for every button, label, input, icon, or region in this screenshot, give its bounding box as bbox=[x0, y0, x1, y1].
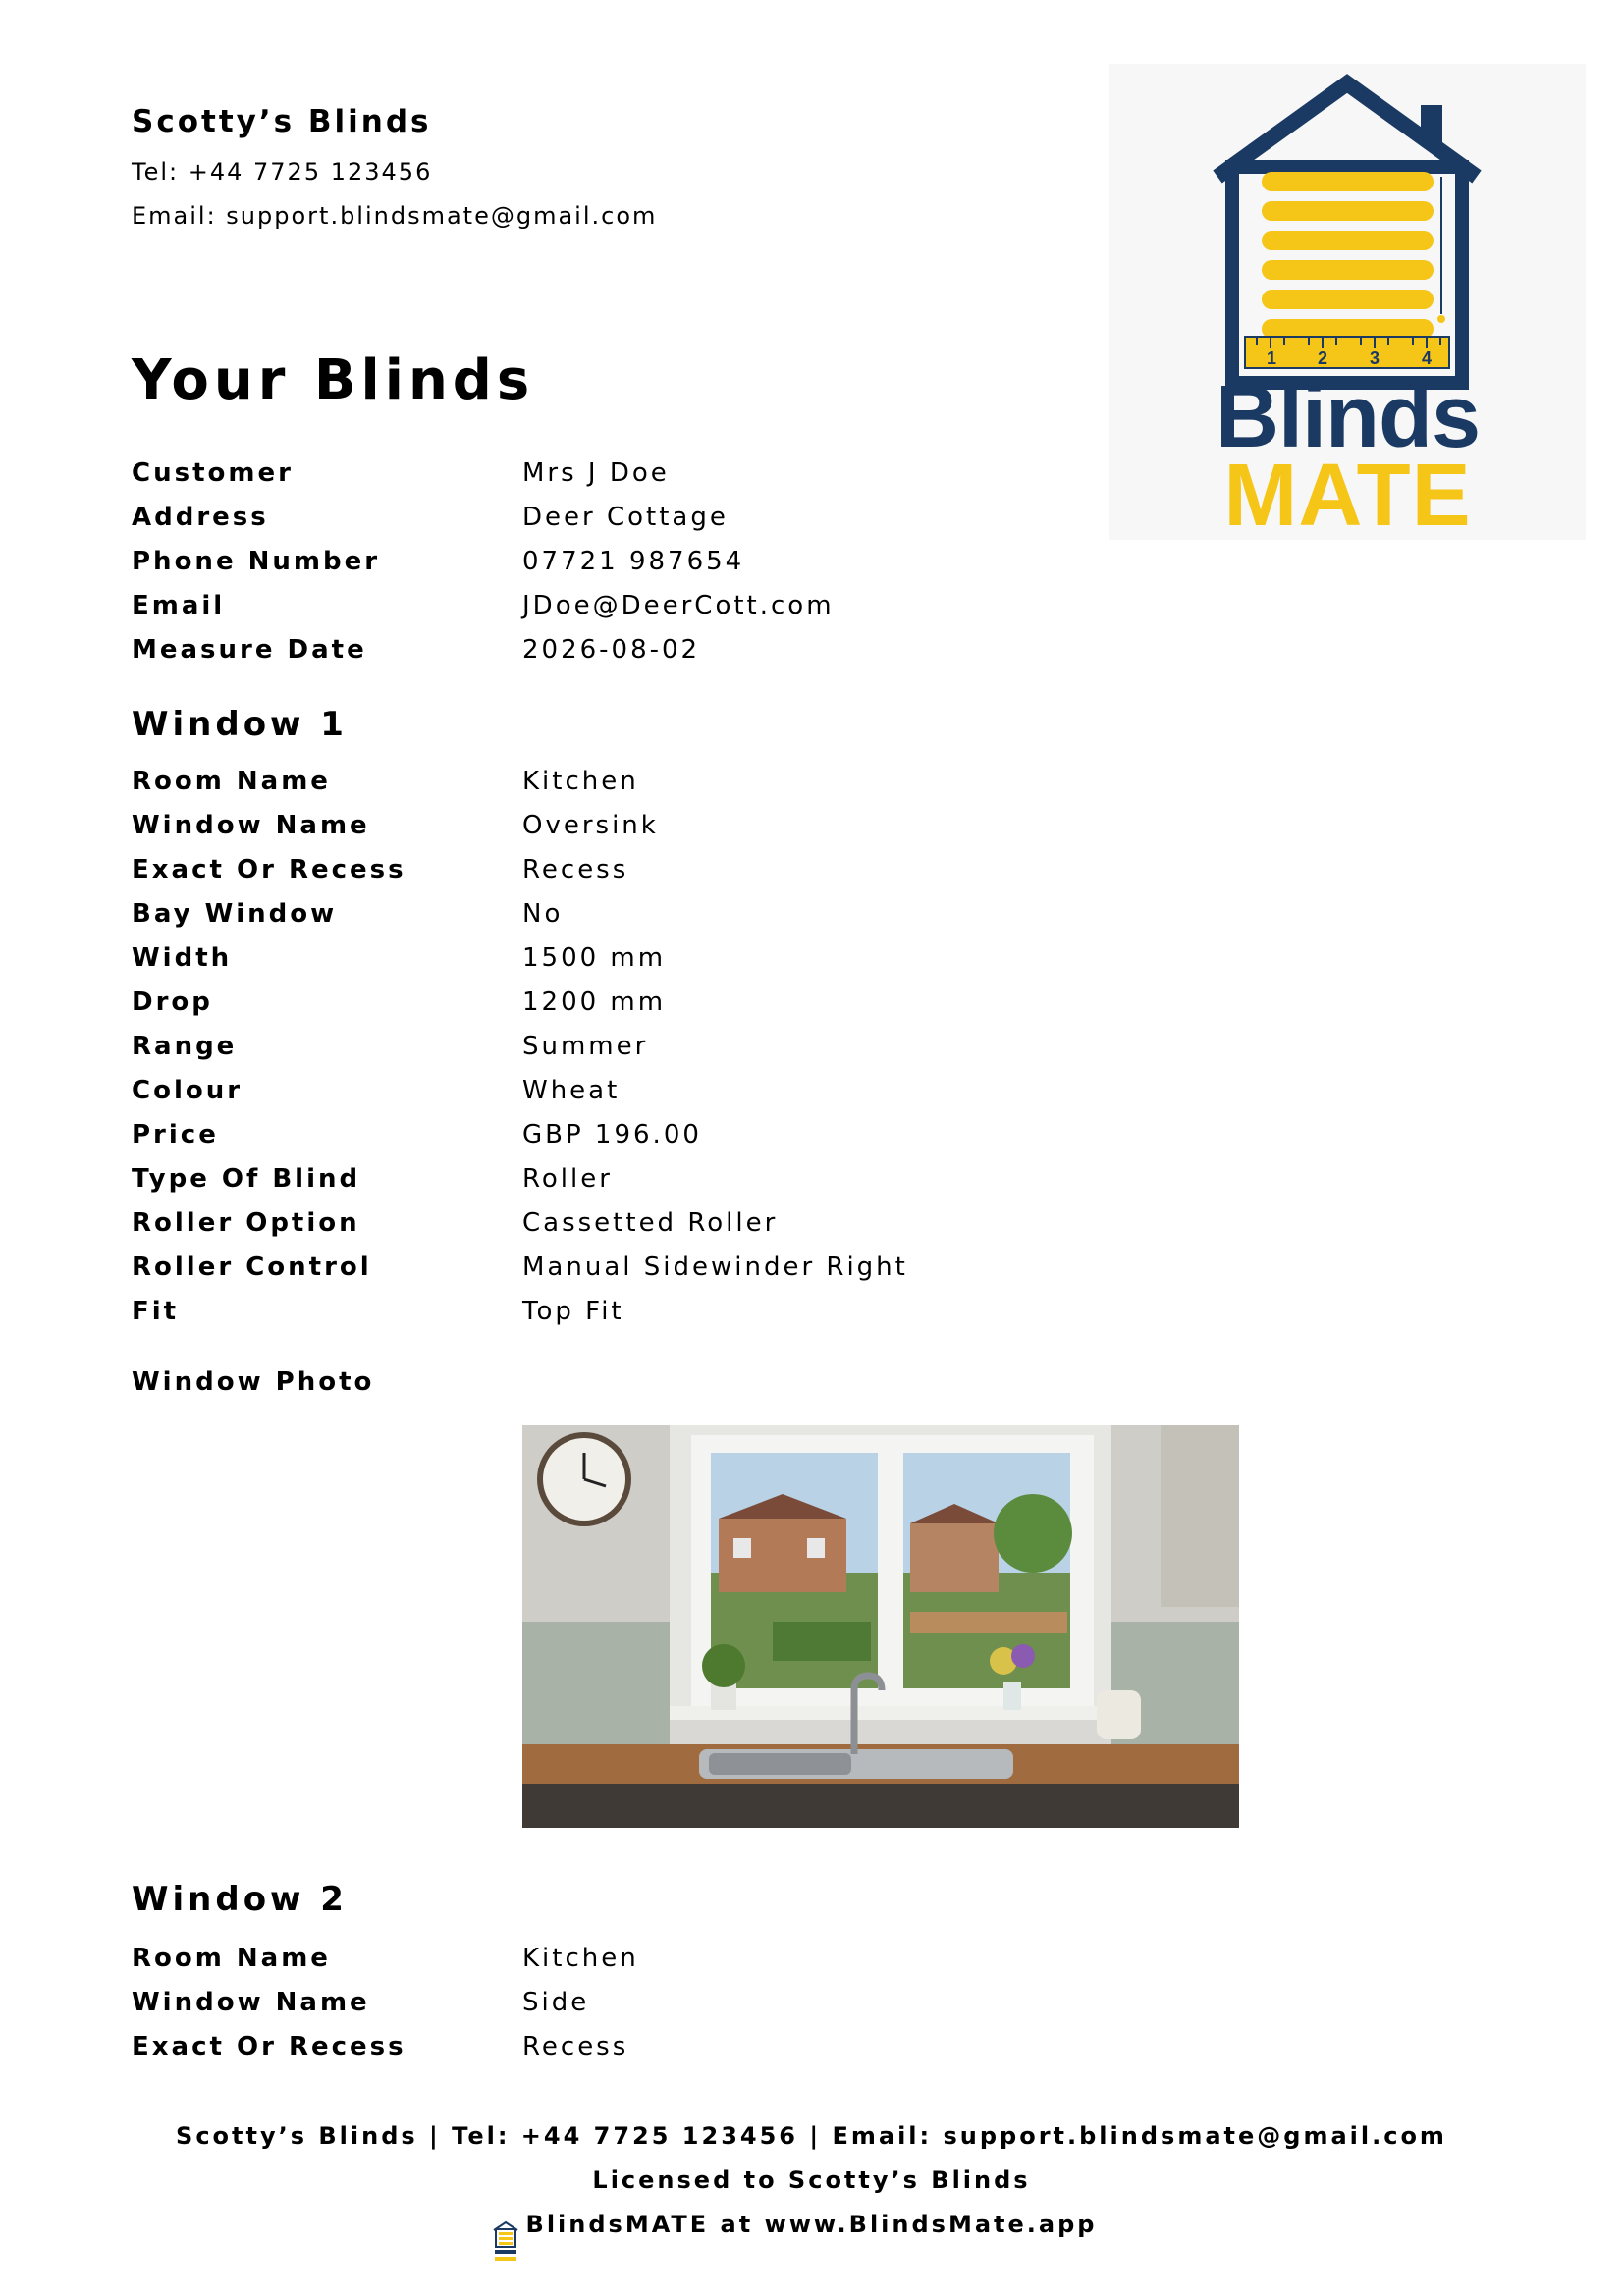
detail-label: Customer bbox=[132, 458, 294, 488]
detail-label: Type Of Blind bbox=[132, 1164, 361, 1194]
detail-value: Oversink bbox=[522, 811, 659, 840]
detail-value: Kitchen bbox=[522, 767, 639, 796]
footer-app-line: BlindsMATE at www.BlindsMate.app bbox=[525, 2211, 1098, 2238]
detail-row bbox=[132, 1944, 1408, 1983]
ruler-number: 3 bbox=[1369, 348, 1380, 368]
detail-value: 1500 mm bbox=[522, 943, 667, 973]
detail-label: Roller Option bbox=[132, 1208, 360, 1238]
detail-label: Roller Control bbox=[132, 1253, 372, 1282]
detail-value: Kitchen bbox=[522, 1944, 639, 1973]
detail-value: 2026-08-02 bbox=[522, 635, 701, 665]
detail-label: Price bbox=[132, 1120, 219, 1149]
detail-row bbox=[132, 767, 1408, 806]
detail-label: Bay Window bbox=[132, 899, 338, 929]
blindsmate-small-logo-icon bbox=[491, 2220, 520, 2264]
detail-row bbox=[132, 547, 1408, 586]
detail-value: Deer Cottage bbox=[522, 503, 729, 532]
detail-label: Email bbox=[132, 591, 226, 620]
detail-row bbox=[132, 503, 1408, 542]
detail-label: Range bbox=[132, 1032, 238, 1061]
detail-label: Exact Or Recess bbox=[132, 855, 406, 884]
detail-label: Exact Or Recess bbox=[132, 2032, 406, 2061]
footer-contact-line: Scotty’s Blinds | Tel: +44 7725 123456 | Email: support.blindsmate@gmail.com bbox=[176, 2122, 1447, 2150]
detail-value: 07721 987654 bbox=[522, 547, 745, 576]
detail-value: Roller bbox=[522, 1164, 613, 1194]
detail-label: Width bbox=[132, 943, 233, 973]
document-title: Your Blinds bbox=[132, 348, 535, 412]
footer-license-line: Licensed to Scotty’s Blinds bbox=[592, 2166, 1031, 2194]
detail-row bbox=[132, 2032, 1408, 2071]
detail-label: Fit bbox=[132, 1297, 180, 1326]
detail-row bbox=[132, 1164, 1408, 1203]
detail-label: Drop bbox=[132, 988, 213, 1017]
detail-row bbox=[132, 1120, 1408, 1159]
detail-value: 1200 mm bbox=[522, 988, 667, 1017]
window-photo bbox=[522, 1425, 1239, 1828]
detail-label: Measure Date bbox=[132, 635, 367, 665]
detail-value: Mrs J Doe bbox=[522, 458, 670, 488]
detail-value: Summer bbox=[522, 1032, 649, 1061]
detail-label: Room Name bbox=[132, 1944, 331, 1973]
window-photo-label: Window Photo bbox=[132, 1367, 375, 1397]
ruler-number: 4 bbox=[1421, 348, 1433, 368]
ruler-number: 2 bbox=[1317, 348, 1328, 368]
logo-word-mate: MATE bbox=[1223, 447, 1472, 545]
detail-value: Cassetted Roller bbox=[522, 1208, 779, 1238]
detail-value: Top Fit bbox=[522, 1297, 624, 1326]
detail-row bbox=[132, 591, 1408, 630]
ruler-number: 1 bbox=[1266, 348, 1277, 368]
detail-label: Phone Number bbox=[132, 547, 381, 576]
detail-label: Room Name bbox=[132, 767, 331, 796]
detail-row bbox=[132, 811, 1408, 850]
detail-row bbox=[132, 899, 1408, 938]
detail-label: Address bbox=[132, 503, 269, 532]
detail-value: Side bbox=[522, 1988, 590, 2017]
window-2-heading: Window 2 bbox=[132, 1880, 348, 1919]
company-name: Scotty’s Blinds bbox=[132, 104, 432, 139]
detail-row bbox=[132, 635, 1408, 674]
window-1-heading: Window 1 bbox=[132, 705, 348, 744]
detail-value: Recess bbox=[522, 2032, 629, 2061]
detail-row bbox=[132, 1253, 1408, 1292]
detail-row bbox=[132, 855, 1408, 894]
company-phone: Tel: +44 7725 123456 bbox=[132, 158, 433, 186]
detail-value: Manual Sidewinder Right bbox=[522, 1253, 908, 1282]
detail-value: Wheat bbox=[522, 1076, 621, 1105]
detail-value: GBP 196.00 bbox=[522, 1120, 702, 1149]
detail-row bbox=[132, 1988, 1408, 2027]
detail-row bbox=[132, 1032, 1408, 1071]
detail-row bbox=[132, 1076, 1408, 1115]
detail-row bbox=[132, 1208, 1408, 1248]
detail-row bbox=[132, 988, 1408, 1027]
detail-label: Colour bbox=[132, 1076, 243, 1105]
detail-label: Window Name bbox=[132, 811, 370, 840]
detail-value: No bbox=[522, 899, 564, 929]
logo-word-blinds: Blinds bbox=[1215, 368, 1480, 466]
detail-value: Recess bbox=[522, 855, 629, 884]
detail-row bbox=[132, 943, 1408, 983]
company-email: Email: support.blindsmate@gmail.com bbox=[132, 202, 658, 230]
detail-value: JDoe@DeerCott.com bbox=[522, 591, 835, 620]
detail-row bbox=[132, 1297, 1408, 1336]
kitchen-window-photo bbox=[522, 1425, 1239, 1828]
detail-label: Window Name bbox=[132, 1988, 370, 2017]
detail-row bbox=[132, 458, 1408, 498]
